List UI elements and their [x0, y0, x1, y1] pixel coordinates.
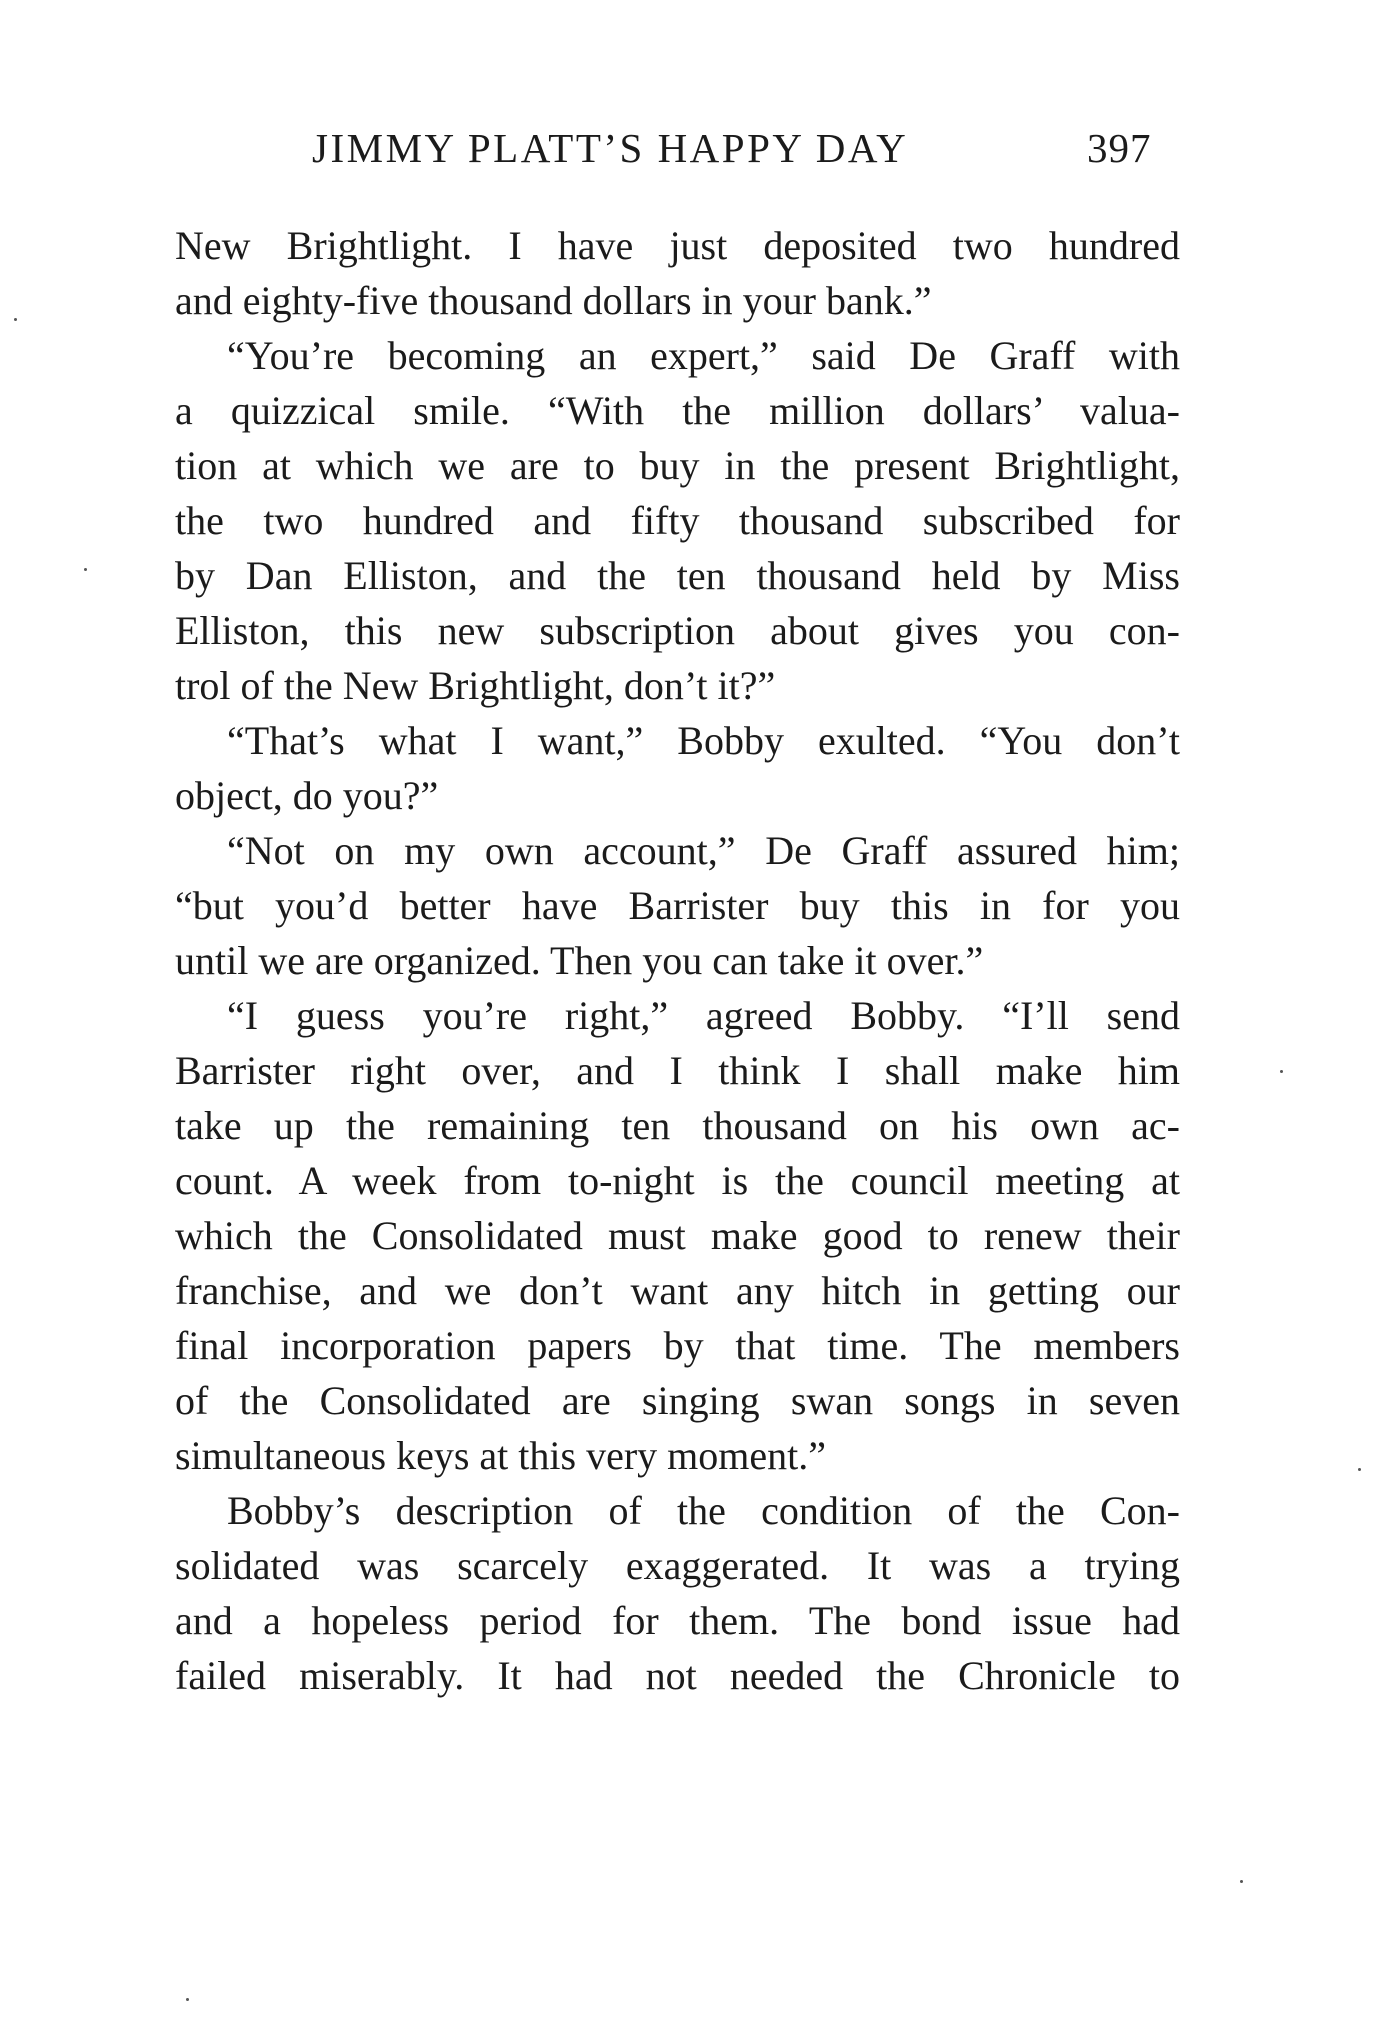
text-line: “I guess you’re right,” agreed Bobby. “I’ll send [227, 993, 1180, 1038]
page-number: 397 [1087, 125, 1152, 171]
text-line: tion at which we are to buy in the present Brightlight, [175, 443, 1180, 488]
text-line: “You’re becoming an expert,” said De Graff with [227, 333, 1180, 378]
text-line: take up the remaining ten thousand on his own ac- [175, 1103, 1180, 1148]
paper-speck [84, 568, 87, 571]
body-text [175, 218, 1180, 1703]
text-line: Bobby’s description of the condition of the Con- [227, 1488, 1180, 1533]
text-line: count. A week from to-night is the council meeting at [175, 1158, 1180, 1203]
text-line: and eighty-five thousand dollars in your bank.” [175, 278, 932, 323]
paper-speck [14, 318, 17, 321]
text-line: until we are organized. Then you can take it over.” [175, 938, 984, 983]
paper-speck [186, 1998, 189, 2001]
text-line: of the Consolidated are singing swan songs in seven [175, 1378, 1180, 1423]
text-line: New Brightlight. I have just deposited two hundred [175, 223, 1180, 268]
running-head [0, 118, 1384, 178]
text-line: “That’s what I want,” Bobby exulted. “You don’t [227, 718, 1180, 763]
paper-speck [1358, 1468, 1361, 1471]
text-line: solidated was scarcely exaggerated. It was a trying [175, 1543, 1180, 1588]
paper-speck [1240, 1880, 1243, 1883]
paper-speck [1280, 1070, 1283, 1073]
text-line: and a hopeless period for them. The bond issue had [175, 1598, 1180, 1643]
text-line: Barrister right over, and I think I shall make him [175, 1048, 1180, 1093]
text-line: failed miserably. It had not needed the Chronicle to [175, 1653, 1180, 1698]
text-line: franchise, and we don’t want any hitch in getting our [175, 1268, 1180, 1313]
text-line: a quizzical smile. “With the million dollars’ valua- [175, 388, 1180, 433]
text-line: “but you’d better have Barrister buy this in for you [175, 883, 1180, 928]
text-line: object, do you?” [175, 773, 439, 818]
running-title: JIMMY PLATT’S HAPPY DAY [312, 125, 909, 171]
text-line: “Not on my own account,” De Graff assured him; [227, 828, 1180, 873]
text-line: by Dan Elliston, and the ten thousand held by Miss [175, 553, 1180, 598]
text-line: which the Consolidated must make good to renew their [175, 1213, 1180, 1258]
text-line: Elliston, this new subscription about gives you con- [175, 608, 1180, 653]
text-line: the two hundred and fifty thousand subscribed for [175, 498, 1180, 543]
text-line: trol of the New Brightlight, don’t it?” [175, 663, 776, 708]
text-line: simultaneous keys at this very moment.” [175, 1433, 826, 1478]
text-line: final incorporation papers by that time. The members [175, 1323, 1180, 1368]
